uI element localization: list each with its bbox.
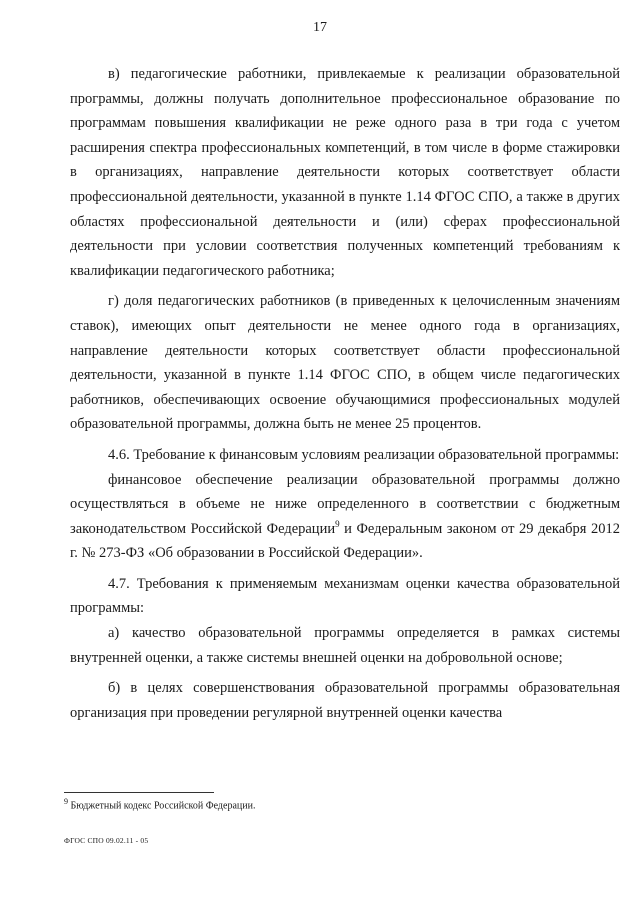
financial-text-after: и Федеральным законом от 29 декабря 2012 г. № 273-ФЗ «Об образовании в Российской Федерации». — [70, 520, 620, 562]
footnote — [64, 795, 255, 812]
paragraph-v: в) педагогические работники, привлекаемые к реализации образовательной программы, должны получать дополнительное профессиональное образование по программам повышения квалификации не реже одного раза в три года с учетом расширения спектра профессиональных компетенций, в том числе в форме стажировки в организациях, направление деятельности которых соответствует области профессиональной деятельности, указанной в пункте 1.14 ФГОС СПО, а также в других областях профессиональной деятельности и (или) сферах профессиональной деятельности при условии соответствия полученных компетенций требованиям к квалификации педагогического работника; — [70, 66, 620, 279]
paragraph-4-6-heading: 4.6. Требование к финансовым условиям реализации образовательной программы: — [108, 446, 620, 463]
footnote-divider — [64, 792, 214, 793]
paragraph-financial — [70, 468, 620, 566]
footer-document-code: ФГОС СПО 09.02.11 - 05 — [64, 836, 149, 845]
document-body — [70, 62, 620, 731]
footnote-text: Бюджетный кодекс Российской Федерации. — [70, 800, 256, 812]
paragraph-a: а) качество образовательной программы определяется в рамках системы внутренней оценки, а также системы внешней оценки на добровольной основе; — [70, 625, 620, 666]
paragraph-g: г) доля педагогических работников (в приведенных к целочисленным значениям ставок), имеющих опыт деятельности не менее одного года в организациях, направление деятельности которых соответствует области профессиональной деятельности, указанной в пункте 1.14 ФГОС СПО, в общем числе педагогических работников, обеспечивающих освоение обучающимися профессиональных модулей образовательной программы, должна быть не менее 25 процентов. — [70, 293, 620, 433]
paragraph-4-7-heading: 4.7. Требования к применяемым механизмам оценки качества образовательной программы: — [70, 575, 620, 617]
financial-text-before: финансовое обеспечение реализации образовательной программы должно осуществляться в объеме не ниже определенного в соответствии с бюджетным законодательством Российской Федерации — [70, 471, 620, 537]
paragraph-b: б) в целях совершенствования образовательной программы образовательная организация при проведении регулярной внутренней оценки качества — [70, 680, 620, 721]
page-number: 17 — [313, 20, 327, 35]
footnote-number: 9 — [64, 797, 68, 806]
footnote-reference[interactable]: 9 — [335, 518, 340, 529]
